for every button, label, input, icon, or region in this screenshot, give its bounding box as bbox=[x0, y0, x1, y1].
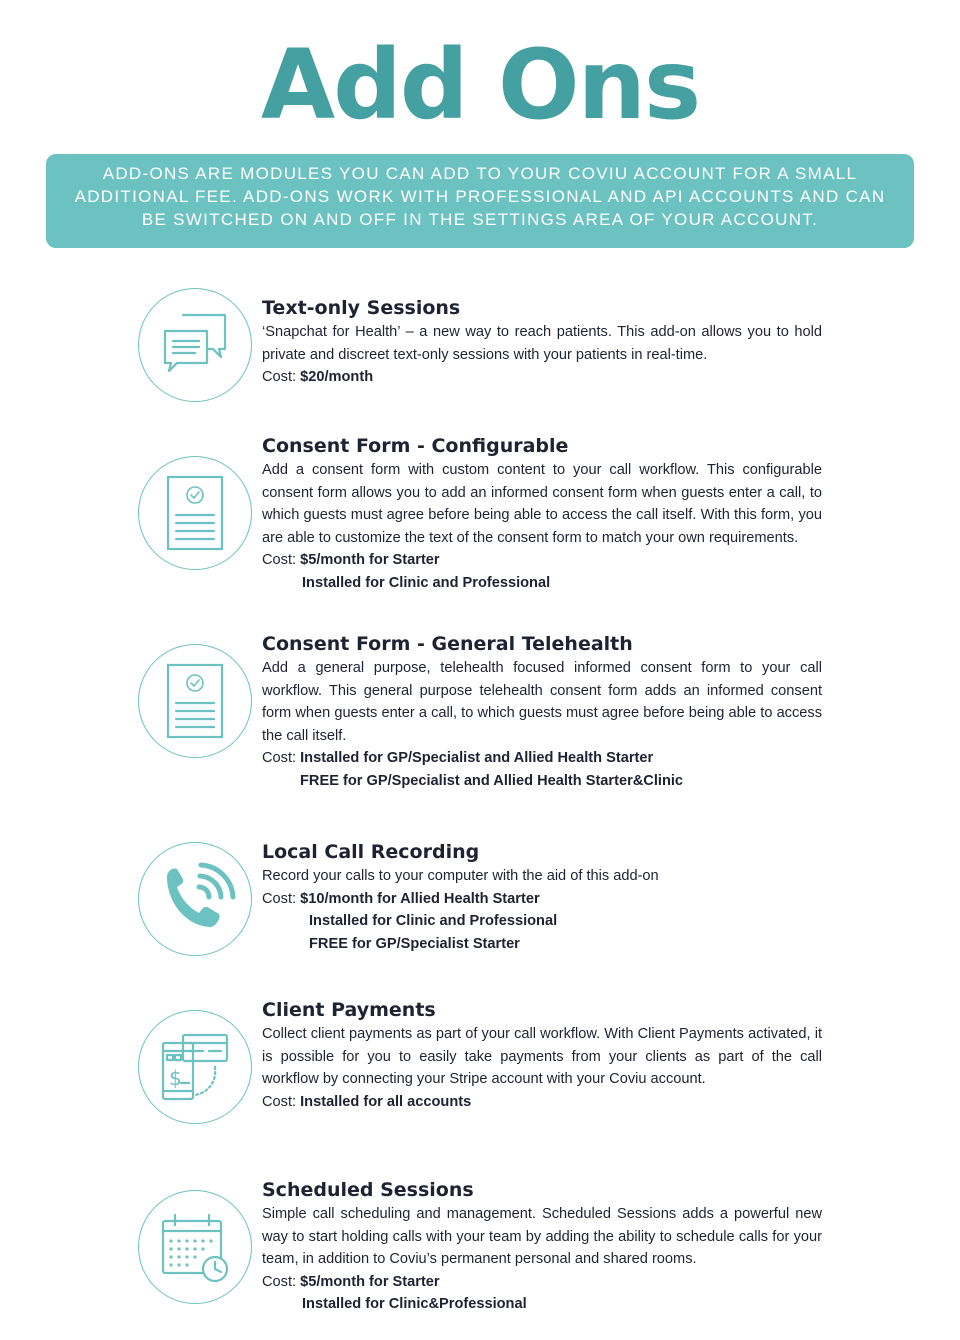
payments-icon bbox=[138, 1010, 252, 1124]
addon-description: Collect client payments as part of your call workflow. With Client Payments activated, it is possible for you to easily take payments from your clients as part of the call workflow by connecting your Stripe account with your Coviu account. bbox=[262, 1026, 822, 1087]
addon-title: Consent Form - General Telehealth bbox=[262, 633, 633, 655]
addon-title: Consent Form - Configurable bbox=[262, 435, 569, 457]
addon-cost-extra: FREE for GP/Specialist Starter bbox=[309, 935, 520, 952]
addon-cost: Cost: $5/month for Starter bbox=[262, 1273, 440, 1290]
calendar-clock-icon bbox=[138, 1190, 252, 1304]
addon-description: Add a general purpose, telehealth focused informed consent form to your call workflow. This general purpose telehealth consent form adds an informed consent form when guests enter a call, to which guests must agree before being able to access the call itself. bbox=[262, 660, 822, 744]
page-title: Add Ons bbox=[260, 29, 700, 141]
addon-description: Simple call scheduling and management. Scheduled Sessions adds a powerful new way to start holding calls with your team by adding the ability to schedule calls for your team, in addition to Coviu’s permanent personal and shared rooms. bbox=[262, 1206, 822, 1267]
addon-cost-extra: Installed for Clinic&Professional bbox=[302, 1296, 527, 1312]
addon-cost-extra: FREE for GP/Specialist and Allied Health Starter&Clinic bbox=[300, 772, 684, 789]
intro-banner: ADD-ONS ARE MODULES YOU CAN ADD TO YOUR COVIU ACCOUNT FOR A SMALL ADDITIONAL FEE. ADD-ONS WORK WITH PROFESSIONAL AND API ACCOUNTS AND CAN BE SWITCHED ON AND OFF IN THE SETTINGS AREA OF YOUR ACCOUNT. bbox=[46, 154, 914, 248]
chat-bubbles-icon bbox=[138, 288, 252, 402]
addon-cost: Cost: $5/month for Starter bbox=[262, 552, 440, 568]
addon-description: ‘Snapchat for Health’ – a new way to reach patients. This add-on allows you to hold private and discreet text-only sessions with your patients in real-time. bbox=[262, 324, 822, 363]
consent-form-icon bbox=[138, 644, 252, 758]
addon-cost-extra: Installed for Clinic and Professional bbox=[309, 913, 558, 929]
addon-description: Add a consent form with custom content to your call workflow. This configurable consent form allows you to add an informed consent form when guests enter a call, to which guests must agree before being able to access the call itself. With this form, you are able to customize the text of the consent form to match your own requirements. bbox=[262, 462, 822, 546]
addon-title: Text-only Sessions bbox=[262, 297, 461, 319]
addon-title: Local Call Recording bbox=[262, 841, 480, 863]
addon-cost-extra: Installed for Clinic and Professional bbox=[302, 574, 551, 591]
phone-recording-icon bbox=[138, 842, 252, 956]
addon-cost: Cost: $10/month for Allied Health Starter bbox=[262, 890, 540, 907]
addon-cost: Cost: $20/month bbox=[262, 369, 374, 385]
svg-text:$: $ bbox=[169, 1066, 182, 1090]
consent-form-icon bbox=[138, 456, 252, 570]
addon-title: Scheduled Sessions bbox=[262, 1179, 474, 1201]
addon-cost: Cost: Installed for all accounts bbox=[262, 1093, 472, 1110]
addon-description: Record your calls to your computer with the aid of this add-on bbox=[262, 868, 659, 884]
addon-title: Client Payments bbox=[262, 999, 436, 1021]
addon-cost: Cost: Installed for GP/Specialist and Allied Health Starter bbox=[262, 750, 654, 766]
